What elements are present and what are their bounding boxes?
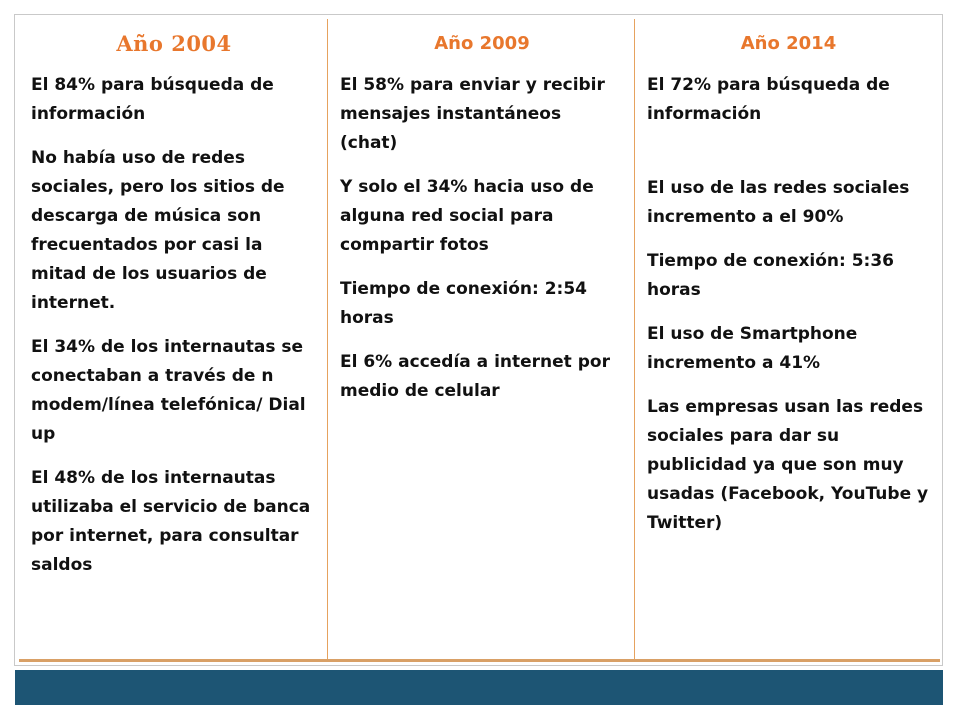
column-2004: [19, 19, 327, 659]
column-header-2004: Año 2004: [116, 31, 232, 56]
paragraph: Y solo el 34% hacia uso de alguna red social para compartir fotos: [340, 177, 594, 255]
paragraph: El 34% de los internautas se conectaban a través de n modem/línea telefónica/ Dial up: [31, 337, 306, 444]
column-2009: [327, 19, 634, 659]
paragraph: El 6% accedía a internet por medio de celular: [340, 352, 610, 401]
paragraph: Las empresas usan las redes sociales para dar su publicidad ya que son muy usadas (Facebook, YouTube y Twitter): [647, 397, 929, 533]
paragraph: El 48% de los internautas utilizaba el servicio de banca por internet, para consultar saldos: [31, 468, 311, 575]
column-header-2014: Año 2014: [740, 33, 837, 54]
paragraph: El uso de las redes sociales incremento a el 90%: [647, 178, 910, 227]
paragraph: Tiempo de conexión: 2:54 horas: [340, 279, 588, 328]
paragraph: No había uso de redes sociales, pero los sitios de descarga de música son frecuentados por casi la mitad de los usuarios de internet.: [31, 148, 285, 313]
paragraph: Tiempo de conexión: 5:36 horas: [647, 251, 895, 300]
paragraph: El 84% para búsqueda de información: [31, 75, 274, 124]
column-header-2009: Año 2009: [434, 33, 530, 54]
column-2014: [634, 19, 940, 659]
bottom-bar: [15, 670, 943, 705]
paragraph: El 72% para búsqueda de información: [647, 75, 890, 124]
comparison-table: [19, 19, 940, 662]
paragraph: El uso de Smartphone incremento a 41%: [647, 324, 858, 373]
paragraph: El 58% para enviar y recibir mensajes instantáneos (chat): [340, 75, 605, 153]
